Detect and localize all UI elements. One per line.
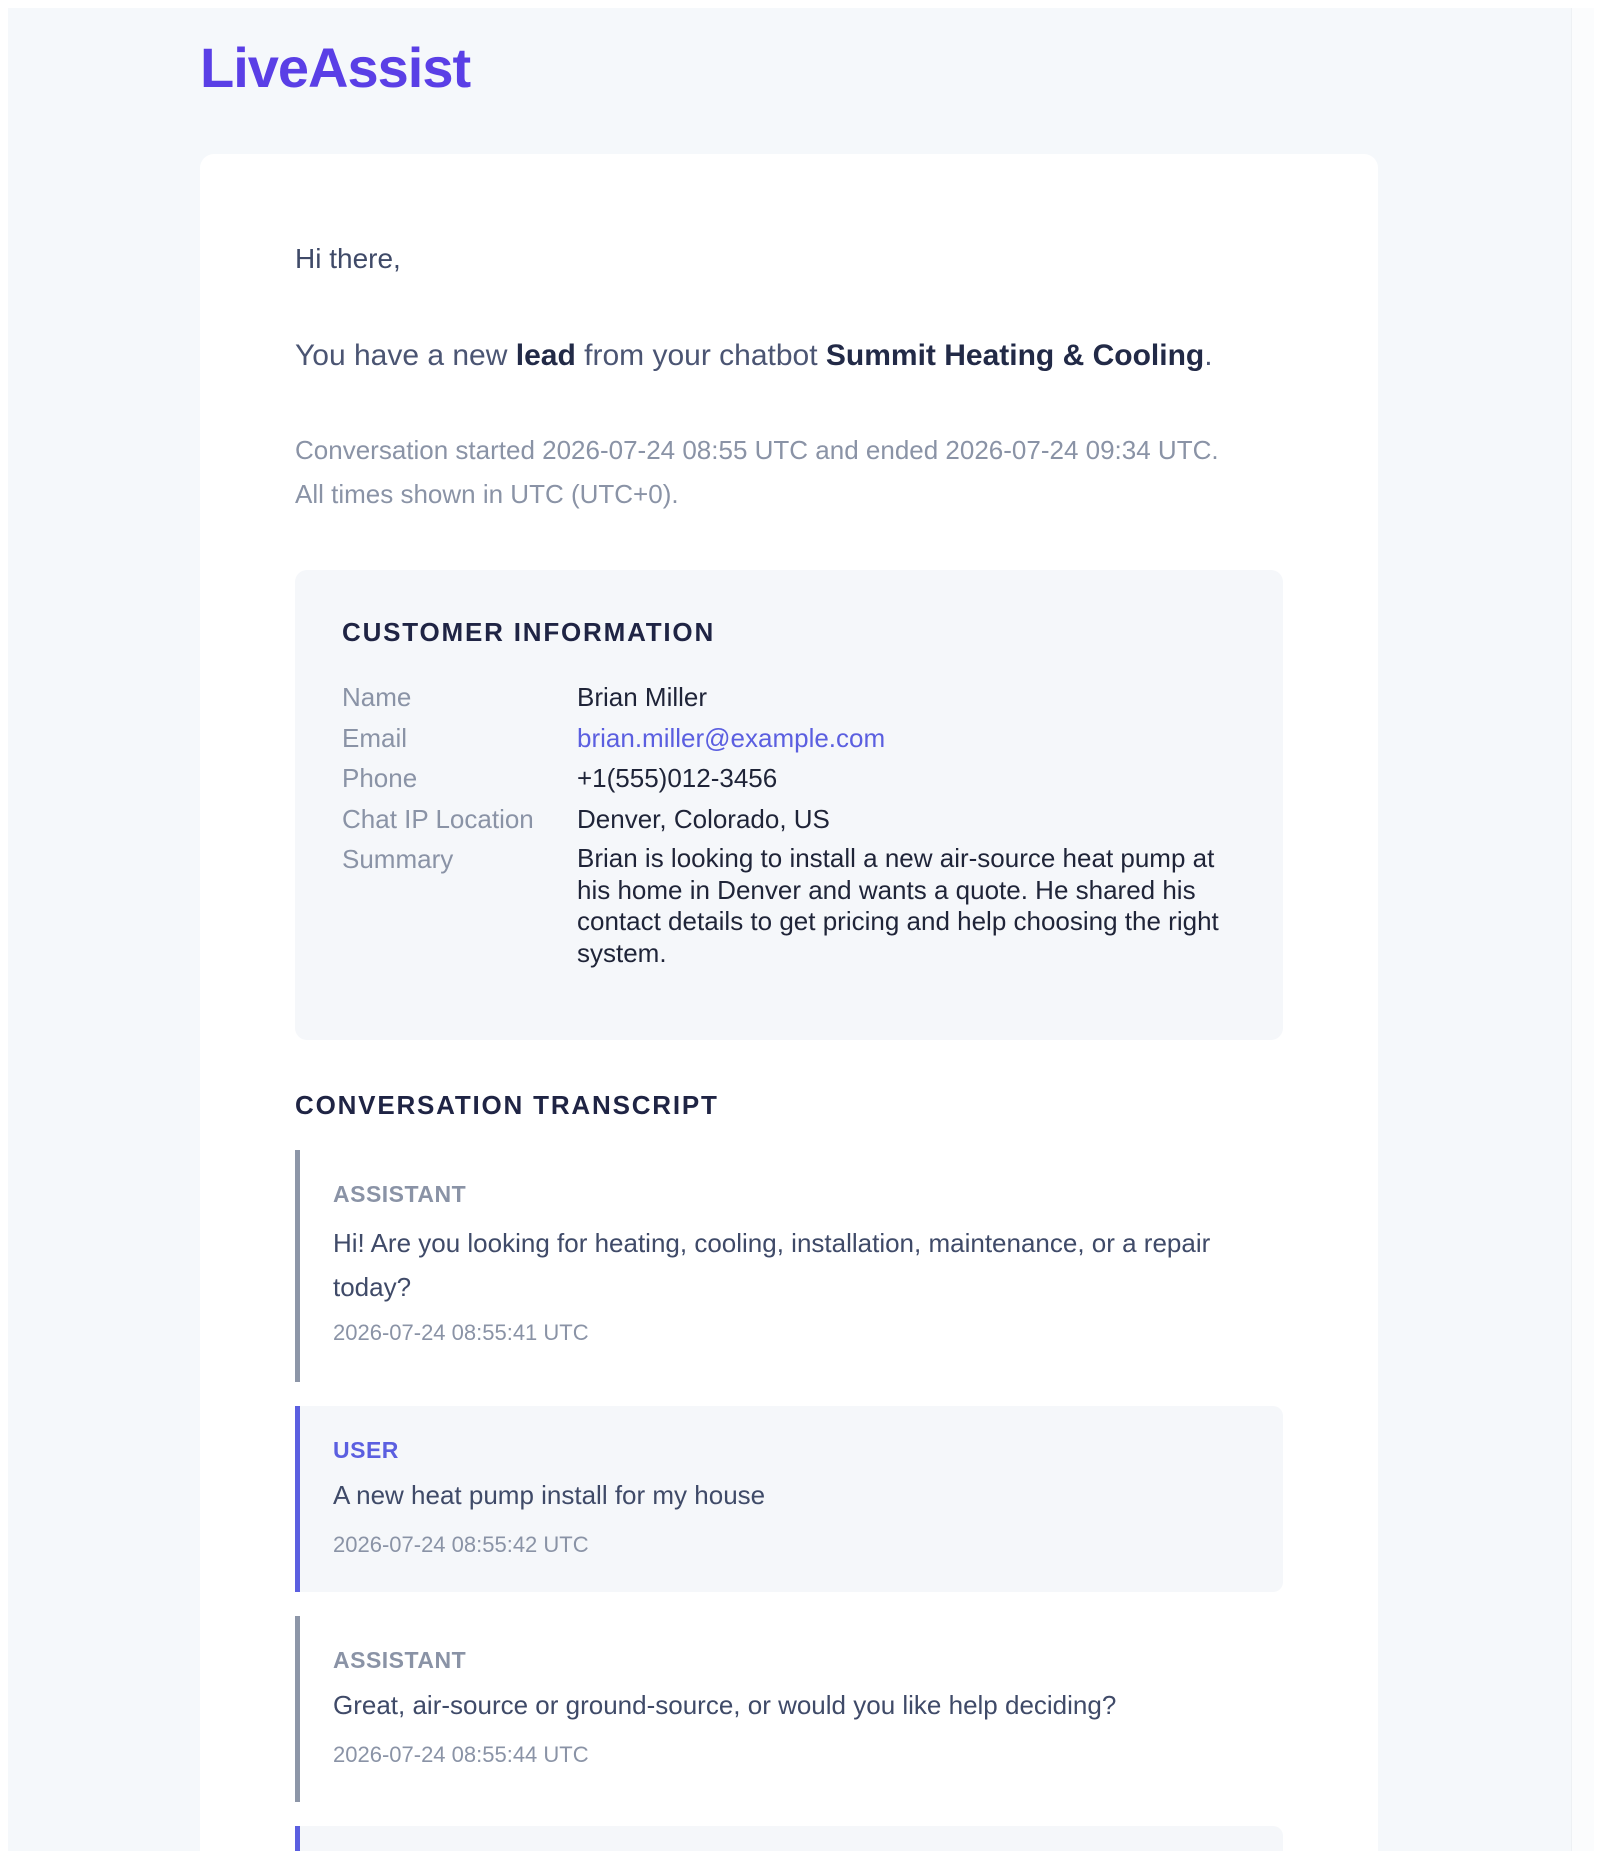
customer-name: Brian Miller xyxy=(577,682,708,712)
intro-keyword: lead xyxy=(515,339,576,372)
transcript-message-next xyxy=(295,1826,1283,1851)
scrollbar-track[interactable] xyxy=(1571,8,1594,1851)
brand-logo: LiveAssist xyxy=(200,36,471,99)
message-text: A new heat pump install for my house xyxy=(333,1480,766,1510)
message-role: USER xyxy=(333,1437,399,1463)
transcript-message-user xyxy=(295,1406,1283,1592)
conversation-meta xyxy=(295,428,1219,516)
customer-info-panel xyxy=(295,570,1283,1040)
message-text: Hi! Are you looking for heating, cooling, installation, maintenance, or a repair today? xyxy=(333,1228,1211,1302)
lead-intro xyxy=(295,336,1213,376)
info-label: Chat IP Location xyxy=(342,804,534,834)
message-text: Great, air-source or ground-source, or would you like help deciding? xyxy=(333,1690,1117,1720)
message-timestamp: 2026-07-24 08:55:42 UTC xyxy=(333,1532,589,1557)
customer-location: Denver, Colorado, US xyxy=(577,804,830,834)
conversation-timespan: Conversation started 2026-07-24 08:55 UTC and ended 2026-07-24 09:34 UTC. xyxy=(295,435,1219,465)
intro-suffix: . xyxy=(1204,339,1213,372)
email-card xyxy=(200,154,1378,1851)
customer-summary: Brian is looking to install a new air-source heat pump at his home in Denver and wants a quote. He shared his contact details to get pricing and help choosing the right system. xyxy=(577,843,1219,968)
info-label: Email xyxy=(342,723,408,753)
greeting: Hi there, xyxy=(295,243,401,274)
transcript-title: CONVERSATION TRANSCRIPT xyxy=(295,1090,719,1120)
timezone-note: All times shown in UTC (UTC+0). xyxy=(295,479,679,509)
customer-info-title: CUSTOMER INFORMATION xyxy=(342,617,716,647)
chatbot-name: Summit Heating & Cooling xyxy=(825,339,1205,372)
info-label: Phone xyxy=(342,763,418,793)
message-timestamp: 2026-07-24 08:55:44 UTC xyxy=(333,1742,589,1767)
email-viewport xyxy=(8,8,1571,1851)
message-role: ASSISTANT xyxy=(333,1647,467,1673)
intro-middle: from your chatbot xyxy=(575,339,826,372)
message-timestamp: 2026-07-24 08:55:41 UTC xyxy=(333,1320,589,1345)
customer-email-link[interactable]: brian.miller@example.com xyxy=(577,723,886,753)
transcript-message-assistant xyxy=(295,1150,1283,1382)
transcript-message-assistant xyxy=(295,1616,1283,1802)
info-label: Name xyxy=(342,682,412,712)
customer-phone: +1(555)012-3456 xyxy=(577,763,778,793)
info-label: Summary xyxy=(342,844,454,874)
message-role: ASSISTANT xyxy=(333,1181,467,1207)
intro-prefix: You have a new xyxy=(295,339,516,372)
